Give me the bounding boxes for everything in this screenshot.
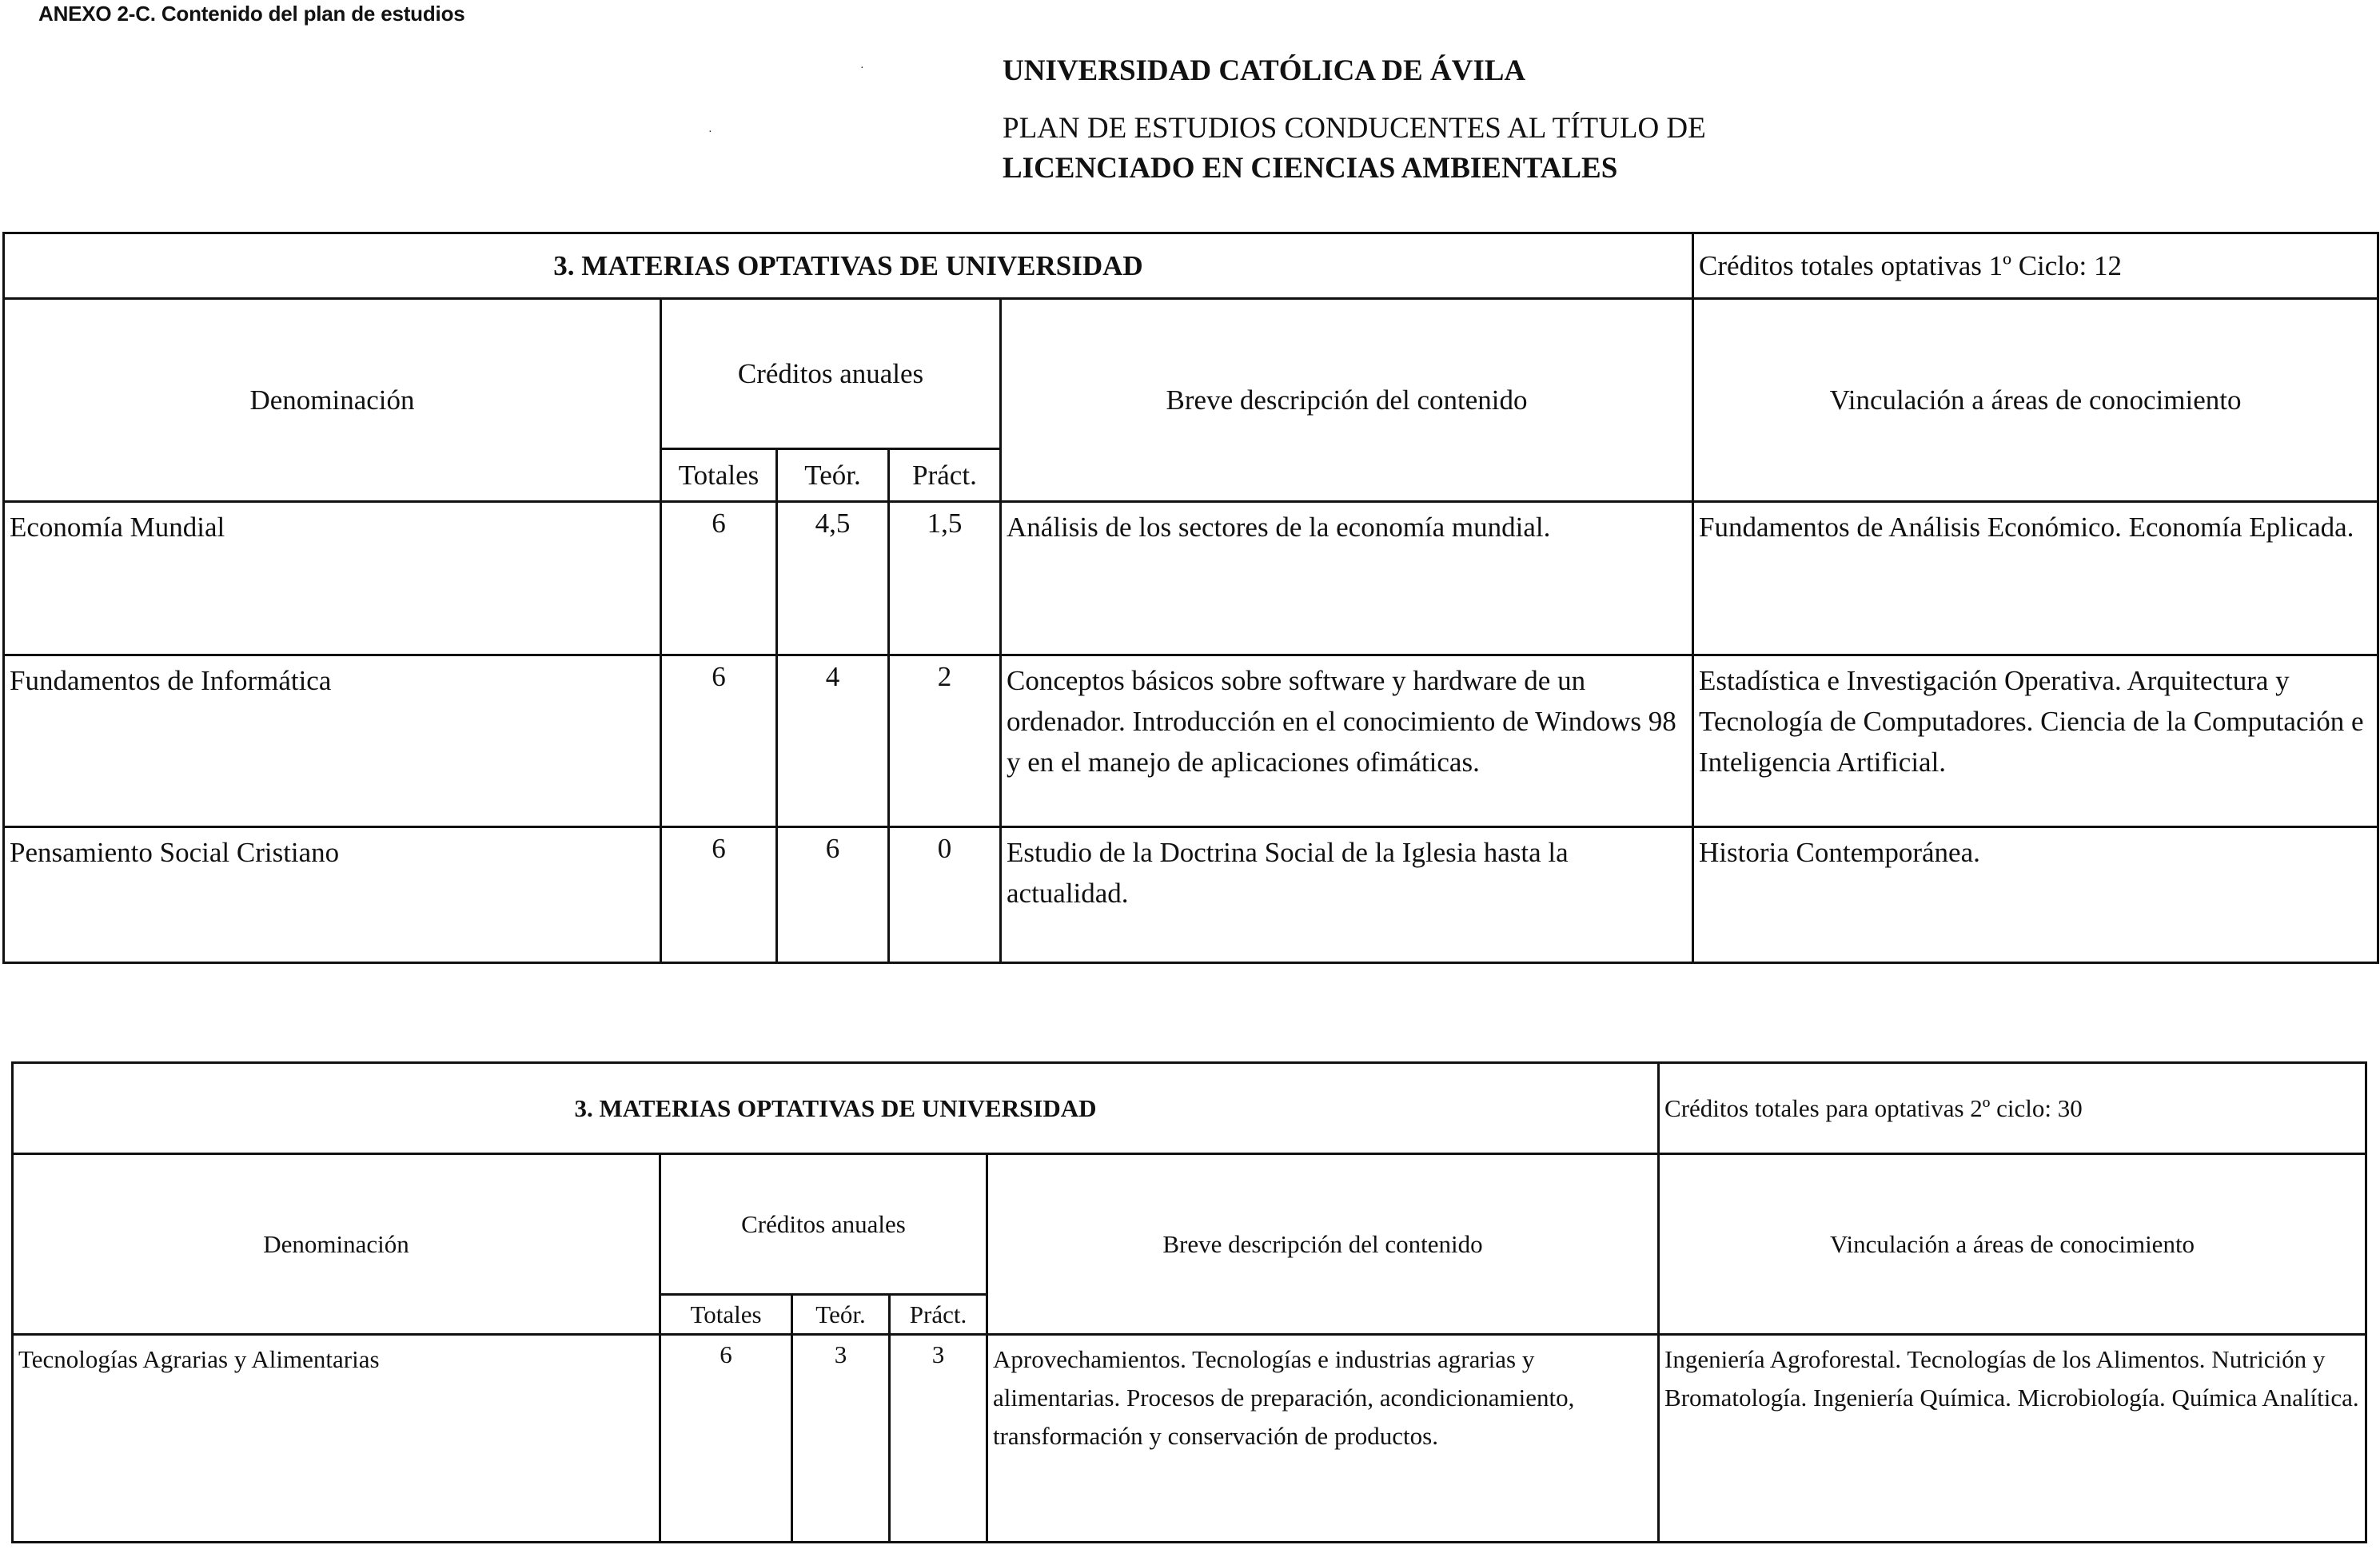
- annex-title: ANEXO 2-C. Contenido del plan de estudios: [38, 2, 465, 26]
- knowledge-areas: Fundamentos de Análisis Económico. Economía Eplicada.: [1693, 502, 2378, 655]
- knowledge-areas: Ingeniería Agroforestal. Tecnologías de los Alimentos. Nutrición y Bromatología. Ingeniería Química. Microbiología. Química Analítica.: [1659, 1335, 2366, 1543]
- col-description-header: Breve descripción del contenido: [1001, 299, 1693, 502]
- subject-name: Fundamentos de Informática: [4, 655, 661, 827]
- plan-line: PLAN DE ESTUDIOS CONDUCENTES AL TÍTULO DE: [1003, 112, 1706, 145]
- table-row: [4, 655, 2378, 827]
- credits-teor: 4,5: [777, 502, 889, 655]
- subject-description: Conceptos básicos sobre software y hardware de un ordenador. Introducción en el conocimiento de Windows 98 y en el manejo de aplicaciones ofimáticas.: [1001, 655, 1693, 827]
- scan-speck: ·: [708, 126, 712, 138]
- column-header-row: [13, 1154, 2366, 1295]
- credits-totales: 6: [661, 827, 777, 963]
- subject-name: Tecnologías Agrarias y Alimentarias: [13, 1335, 660, 1543]
- credits-teor: 3: [792, 1335, 890, 1543]
- table-row: [13, 1335, 2366, 1543]
- section-title: 3. MATERIAS OPTATIVAS DE UNIVERSIDAD: [4, 233, 1693, 299]
- subject-description: Estudio de la Doctrina Social de la Iglesia hasta la actualidad.: [1001, 827, 1693, 963]
- credits-pract: 0: [889, 827, 1001, 963]
- col-teor-header: Teór.: [792, 1295, 890, 1335]
- document-header: [1003, 51, 1706, 189]
- credits-teor: 6: [777, 827, 889, 963]
- subject-name: Pensamiento Social Cristiano: [4, 827, 661, 963]
- subject-description: Aprovechamientos. Tecnologías e industrias agrarias y alimentarias. Procesos de preparación, acondicionamiento, transformación y conservación de productos.: [987, 1335, 1659, 1543]
- col-totales-header: Totales: [661, 449, 777, 502]
- col-pract-header: Práct.: [890, 1295, 987, 1335]
- column-header-row: [4, 299, 2378, 449]
- credits-total: Créditos totales para optativas 2º ciclo: 30: [1659, 1063, 2366, 1154]
- credits-pract: 1,5: [889, 502, 1001, 655]
- col-teor-header: Teór.: [777, 449, 889, 502]
- optional-subjects-table-cycle-1: [2, 232, 2379, 964]
- col-areas-header: Vinculación a áreas de conocimiento: [1659, 1154, 2366, 1335]
- degree-title: LICENCIADO EN CIENCIAS AMBIENTALES: [1003, 152, 1618, 185]
- subject-description: Análisis de los sectores de la economía mundial.: [1001, 502, 1693, 655]
- section-title: 3. MATERIAS OPTATIVAS DE UNIVERSIDAD: [13, 1063, 1659, 1154]
- credits-total: Créditos totales optativas 1º Ciclo: 12: [1693, 233, 2378, 299]
- col-credits-header: Créditos anuales: [661, 299, 1001, 449]
- scan-speck: ·: [860, 62, 864, 74]
- knowledge-areas: Estadística e Investigación Operativa. Arquitectura y Tecnología de Computadores. Ciencia de la Computación e Inteligencia Artificial.: [1693, 655, 2378, 827]
- optional-subjects-table-cycle-2: [11, 1061, 2367, 1543]
- credits-pract: 2: [889, 655, 1001, 827]
- credits-teor: 4: [777, 655, 889, 827]
- table-row: [4, 827, 2378, 963]
- subject-name: Economía Mundial: [4, 502, 661, 655]
- credits-pract: 3: [890, 1335, 987, 1543]
- col-description-header: Breve descripción del contenido: [987, 1154, 1659, 1335]
- col-credits-header: Créditos anuales: [660, 1154, 987, 1295]
- university-name: UNIVERSIDAD CATÓLICA DE ÁVILA: [1003, 54, 1526, 87]
- col-name-header: Denominación: [4, 299, 661, 502]
- col-totales-header: Totales: [660, 1295, 792, 1335]
- table-row: [4, 502, 2378, 655]
- credits-totales: 6: [660, 1335, 792, 1543]
- col-pract-header: Práct.: [889, 449, 1001, 502]
- credits-totales: 6: [661, 502, 777, 655]
- col-name-header: Denominación: [13, 1154, 660, 1335]
- credits-totales: 6: [661, 655, 777, 827]
- knowledge-areas: Historia Contemporánea.: [1693, 827, 2378, 963]
- section-header-row: [4, 233, 2378, 299]
- section-header-row: [13, 1063, 2366, 1154]
- col-areas-header: Vinculación a áreas de conocimiento: [1693, 299, 2378, 502]
